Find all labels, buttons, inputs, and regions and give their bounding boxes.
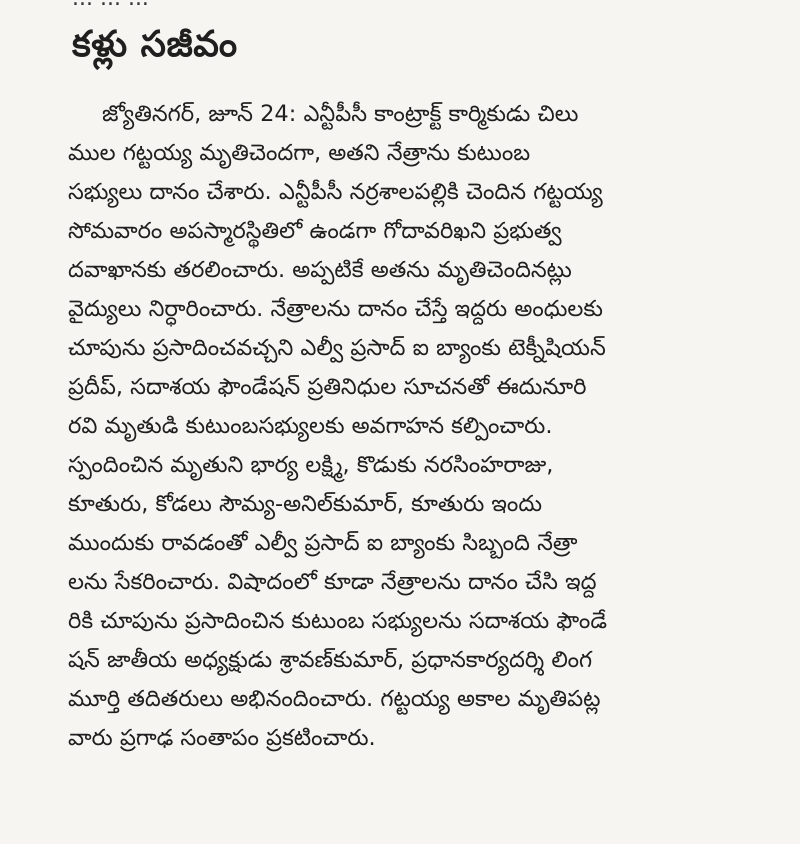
article-line: స్పందించిన మృతుని భార్య లక్ష్మి, కొడుకు నరసింహరాజు, — [68, 452, 554, 478]
article-line: ముందుకు రావడంతో ఎల్వీ ప్రసాద్ ఐ బ్యాంకు సిబ్బంది నేత్రా — [68, 530, 578, 556]
article-line: లను సేకరించారు. విషాదంలో కూడా నేత్రాలను దానం చేసి ఇద్ద — [68, 569, 597, 595]
cropped-previous-text — [72, 0, 149, 11]
article-line: వారు ప్రగాఢ సంతాపం ప్రకటించారు. — [68, 725, 376, 751]
article-line: రవి మృతుడి కుటుంబసభ్యులకు అవగాహన కల్పించారు. — [68, 413, 553, 439]
article-line: జ్యోతినగర్, జూన్ 24: ఎన్టీపీసీ కాంట్రాక్ట్ కార్మికుడు చిలు — [102, 101, 579, 127]
article-line: మూర్తి తదితరులు అభినందించారు. గట్టయ్య అకాల మృతిపట్ల — [68, 686, 601, 712]
article-line: రికి చూపును ప్రసాదించిన కుటుంబ సభ్యులను సదాశయ ఫౌండే — [68, 608, 607, 634]
article-line: వైద్యులు నిర్ధారించారు. నేత్రాలను దానం చేస్తే ఇద్దరు అంధులకు — [68, 296, 603, 322]
article-line: చూపును ప్రసాదించవచ్చని ఎల్వీ ప్రసాద్ ఐ బ్యాంకు టెక్నీషియన్ — [68, 335, 606, 361]
article-line: సభ్యులు దానం చేశారు. ఎన్టీపీసీ నర్రశాలపల్లికి చెందిన గట్టయ్య — [68, 179, 603, 205]
article-line: కూతురు, కోడలు సౌమ్య-అనిల్‌కుమార్, కూతురు ఇందు — [68, 491, 543, 517]
article-body — [68, 95, 748, 758]
article-line: దవాఖానకు తరలించారు. అప్పటికే అతను మృతిచెందినట్లు — [68, 257, 572, 283]
article-line: షన్ జాతీయ అధ్యక్షుడు శ్రావణ్‌కుమార్, ప్రధానకార్యదర్శి లింగ — [68, 647, 593, 673]
article-line: ముల గట్టయ్య మృతిచెందగా, అతని నేత్రాను కుటుంబ — [68, 140, 531, 166]
headline: కళ్లు సజీవం — [72, 24, 238, 65]
article-line: ప్రదీప్, సదాశయ ఫౌండేషన్ ప్రతినిధుల సూచనతో ఈదునూరి — [68, 374, 587, 400]
article-line: సోమవారం అపస్మారస్థితిలో ఉండగా గోదావరిఖని ప్రభుత్వ — [68, 218, 562, 244]
